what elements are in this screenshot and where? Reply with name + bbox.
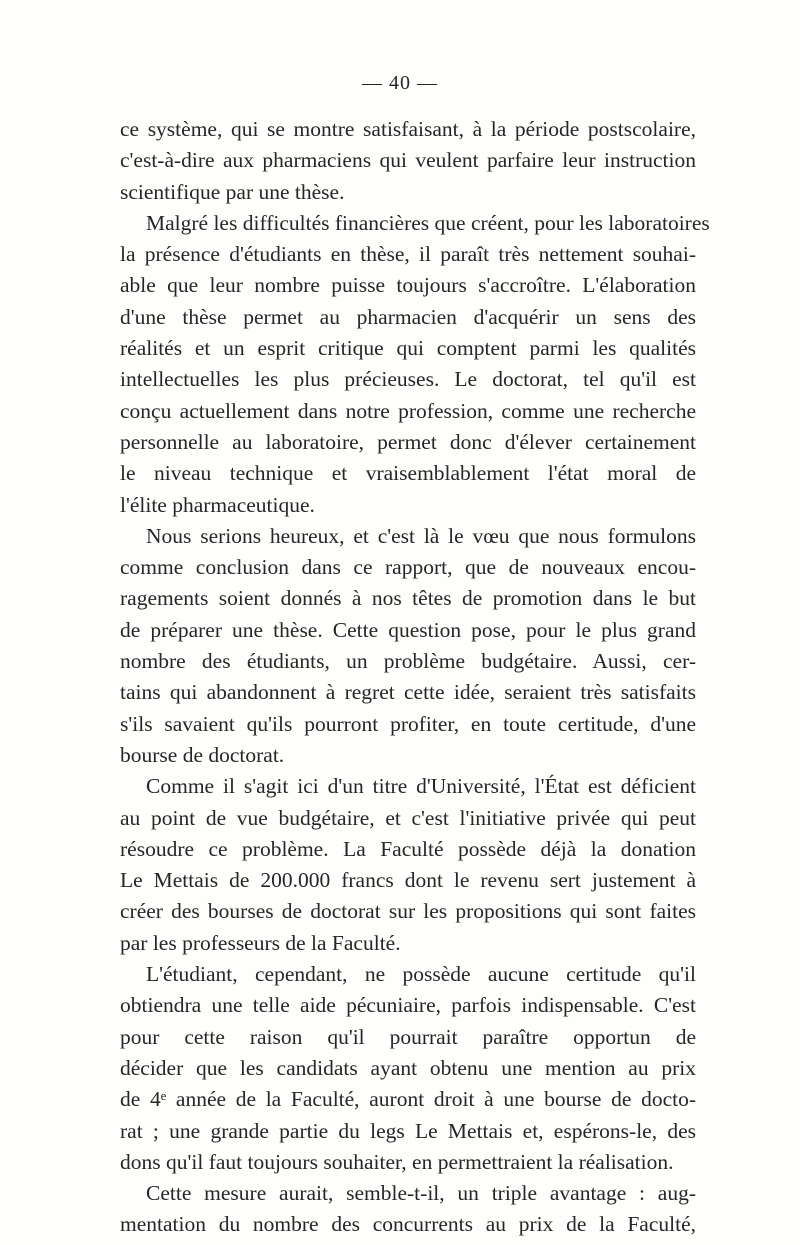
text-line: intellectuelles les plus précieuses. Le doctorat, tel qu'il est <box>120 367 696 392</box>
text-line: Comme il s'agit ici d'un titre d'Université, l'État est déficient <box>146 774 696 799</box>
paragraph <box>120 521 696 771</box>
text-line: créer des bourses de doctorat sur les propositions qui sont faites <box>120 899 696 924</box>
text-line: réalités et un esprit critique qui comptent parmi les qualités <box>120 336 696 361</box>
text-line: obtiendra une telle aide pécuniaire, parfois indispensable. C'est <box>120 993 696 1018</box>
text-line: d'une thèse permet au pharmacien d'acquérir un sens des <box>120 304 696 329</box>
text-line: la présence d'étudiants en thèse, il paraît très nettement souhai- <box>120 242 696 267</box>
text-line: au point de vue budgétaire, et c'est l'initiative privée qui peut <box>120 805 696 830</box>
text-line: de 4ᵉ année de la Faculté, auront droit à une bourse de docto- <box>120 1087 696 1112</box>
text-line: conçu actuellement dans notre profession, comme une recherche <box>120 398 696 423</box>
text-line: de préparer une thèse. Cette question pose, pour le plus grand <box>120 617 696 642</box>
text-line: par les professeurs de la Faculté. <box>120 930 401 955</box>
text-line: s'ils savaient qu'ils pourront profiter, en toute certitude, d'une <box>120 711 696 736</box>
text-line: résoudre ce problème. La Faculté possède déjà la donation <box>120 836 696 861</box>
text-line: Cette mesure aurait, semble-t-il, un triple avantage : aug- <box>146 1181 696 1206</box>
page-number: — 40 — <box>362 72 438 94</box>
body-text <box>120 114 710 1241</box>
text-line: dons qu'il faut toujours souhaiter, en permettraient la réalisation. <box>120 1149 674 1174</box>
text-line: comme conclusion dans ce rapport, que de nouveaux encou- <box>120 555 696 580</box>
text-line: bourse de doctorat. <box>120 742 285 767</box>
text-line: l'élite pharmaceutique. <box>120 492 315 517</box>
text-line: mentation du nombre des concurrents au prix de la Faculté, <box>120 1212 696 1237</box>
text-line: able que leur nombre puisse toujours s'accroître. L'élaboration <box>120 273 696 298</box>
text-line: L'étudiant, cependant, ne possède aucune certitude qu'il <box>146 962 696 987</box>
text-line: pour cette raison qu'il pourrait paraître opportun de <box>120 1024 696 1049</box>
text-line: personnelle au laboratoire, permet donc d'élever certainement <box>120 429 696 454</box>
text-line: rat ; une grande partie du legs Le Mettais et, espérons-le, des <box>120 1118 696 1143</box>
paragraph <box>120 1178 696 1241</box>
paragraph <box>120 959 696 1178</box>
text-line: ce système, qui se montre satisfaisant, à la période postscolaire, <box>120 117 696 141</box>
text-line: c'est-à-dire aux pharmaciens qui veulent parfaire leur instruction <box>120 148 696 173</box>
paragraph <box>120 771 696 959</box>
text-line: Nous serions heureux, et c'est là le vœu que nous formulons <box>146 523 696 548</box>
text-line: ragements soient donnés à nos têtes de promotion dans le but <box>120 586 696 611</box>
paragraph <box>120 208 710 521</box>
paragraph <box>120 114 696 208</box>
text-line: décider que les candidats ayant obtenu une mention au prix <box>120 1055 696 1080</box>
text-line: tains qui abandonnent à regret cette idée, seraient très satisfaits <box>120 680 696 705</box>
text-line: le niveau technique et vraisemblablement l'état moral de <box>120 461 696 486</box>
text-line: Le Mettais de 200.000 francs dont le revenu sert justement à <box>120 868 696 893</box>
text-line: scientifique par une thèse. <box>120 179 345 204</box>
text-line: nombre des étudiants, un problème budgétaire. Aussi, cer- <box>120 649 696 674</box>
text-line: Malgré les difficultés financières que créent, pour les laboratoires <box>146 210 710 235</box>
